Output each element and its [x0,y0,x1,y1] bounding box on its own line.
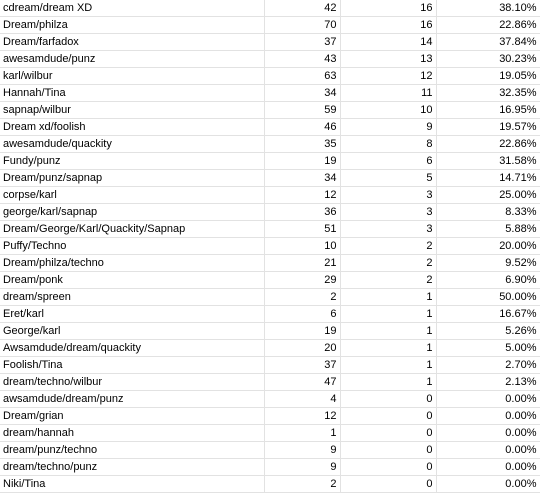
cell-subset-count[interactable]: 2 [340,238,436,255]
cell-pairing-name[interactable]: awsamdude/dream/punz [0,391,264,408]
cell-pairing-name[interactable]: Dream/George/Karl/Quackity/Sapnap [0,221,264,238]
table-row [0,323,540,340]
cell-total-count[interactable]: 51 [264,221,340,238]
table-row [0,255,540,272]
cell-pairing-name[interactable]: Dream/ponk [0,272,264,289]
cell-pairing-name[interactable]: awesamdude/punz [0,51,264,68]
table-row [0,17,540,34]
cell-pairing-name[interactable]: cdream/dream XD [0,0,264,17]
cell-pairing-name[interactable]: corpse/karl [0,187,264,204]
cell-percentage[interactable]: 22.86% [436,136,540,153]
table-row [0,459,540,476]
cell-percentage[interactable]: 38.10% [436,0,540,17]
cell-percentage[interactable]: 0.00% [436,425,540,442]
cell-total-count[interactable]: 35 [264,136,340,153]
table-row [0,306,540,323]
cell-pairing-name[interactable]: Awsamdude/dream/quackity [0,340,264,357]
cell-pairing-name[interactable]: dream/techno/punz [0,459,264,476]
cell-subset-count[interactable]: 1 [340,323,436,340]
cell-subset-count[interactable]: 16 [340,17,436,34]
cell-pairing-name[interactable]: dream/spreen [0,289,264,306]
cell-total-count[interactable]: 59 [264,102,340,119]
cell-total-count[interactable]: 46 [264,119,340,136]
cell-pairing-name[interactable]: Eret/karl [0,306,264,323]
cell-total-count[interactable]: 34 [264,85,340,102]
cell-total-count[interactable]: 29 [264,272,340,289]
cell-total-count[interactable]: 20 [264,340,340,357]
table-row [0,442,540,459]
cell-total-count[interactable]: 10 [264,238,340,255]
cell-pairing-name[interactable]: karl/wilbur [0,68,264,85]
cell-percentage[interactable]: 32.35% [436,85,540,102]
table-row [0,187,540,204]
cell-pairing-name[interactable]: Foolish/Tina [0,357,264,374]
cell-total-count[interactable]: 47 [264,374,340,391]
table-row [0,340,540,357]
cell-total-count[interactable]: 9 [264,459,340,476]
cell-pairing-name[interactable]: Dream/philza/techno [0,255,264,272]
cell-subset-count[interactable]: 14 [340,34,436,51]
cell-percentage[interactable]: 0.00% [436,408,540,425]
table-row [0,425,540,442]
cell-subset-count[interactable]: 5 [340,170,436,187]
table-row [0,408,540,425]
cell-percentage[interactable]: 0.00% [436,391,540,408]
cell-percentage[interactable]: 16.67% [436,306,540,323]
cell-subset-count[interactable]: 0 [340,425,436,442]
cell-total-count[interactable]: 70 [264,17,340,34]
cell-total-count[interactable]: 2 [264,289,340,306]
cell-total-count[interactable]: 43 [264,51,340,68]
cell-subset-count[interactable]: 3 [340,204,436,221]
cell-percentage[interactable]: 25.00% [436,187,540,204]
cell-percentage[interactable]: 2.70% [436,357,540,374]
cell-subset-count[interactable]: 8 [340,136,436,153]
table-row [0,51,540,68]
cell-subset-count[interactable]: 0 [340,391,436,408]
cell-total-count[interactable]: 36 [264,204,340,221]
table-row [0,102,540,119]
cell-subset-count[interactable]: 1 [340,357,436,374]
cell-total-count[interactable]: 19 [264,323,340,340]
cell-total-count[interactable]: 42 [264,0,340,17]
cell-percentage[interactable]: 5.00% [436,340,540,357]
table-row [0,357,540,374]
cell-total-count[interactable]: 19 [264,153,340,170]
cell-subset-count[interactable]: 13 [340,51,436,68]
table-row [0,34,540,51]
cell-percentage[interactable]: 19.05% [436,68,540,85]
cell-total-count[interactable]: 34 [264,170,340,187]
cell-percentage[interactable]: 6.90% [436,272,540,289]
cell-pairing-name[interactable]: Dream xd/foolish [0,119,264,136]
cell-percentage[interactable]: 37.84% [436,34,540,51]
cell-pairing-name[interactable]: dream/punz/techno [0,442,264,459]
cell-total-count[interactable]: 21 [264,255,340,272]
cell-subset-count[interactable]: 10 [340,102,436,119]
cell-pairing-name[interactable]: dream/hannah [0,425,264,442]
cell-percentage[interactable]: 14.71% [436,170,540,187]
cell-percentage[interactable]: 9.52% [436,255,540,272]
cell-subset-count[interactable]: 3 [340,221,436,238]
cell-percentage[interactable]: 0.00% [436,459,540,476]
table-row [0,391,540,408]
cell-pairing-name[interactable]: George/karl [0,323,264,340]
cell-percentage[interactable]: 22.86% [436,17,540,34]
cell-subset-count[interactable]: 12 [340,68,436,85]
table-row [0,374,540,391]
cell-subset-count[interactable]: 16 [340,0,436,17]
cell-total-count[interactable]: 2 [264,476,340,493]
cell-subset-count[interactable]: 0 [340,408,436,425]
cell-pairing-name[interactable]: sapnap/wilbur [0,102,264,119]
cell-total-count[interactable]: 6 [264,306,340,323]
cell-percentage[interactable]: 5.88% [436,221,540,238]
cell-subset-count[interactable]: 1 [340,340,436,357]
cell-pairing-name[interactable]: george/karl/sapnap [0,204,264,221]
cell-percentage[interactable]: 2.13% [436,374,540,391]
cell-subset-count[interactable]: 0 [340,459,436,476]
cell-pairing-name[interactable]: Dream/punz/sapnap [0,170,264,187]
cell-pairing-name[interactable]: Puffy/Techno [0,238,264,255]
cell-pairing-name[interactable]: Hannah/Tina [0,85,264,102]
cell-subset-count[interactable]: 6 [340,153,436,170]
cell-subset-count[interactable]: 1 [340,306,436,323]
cell-total-count[interactable]: 37 [264,34,340,51]
cell-subset-count[interactable]: 3 [340,187,436,204]
table-row [0,85,540,102]
cell-subset-count[interactable]: 2 [340,272,436,289]
table-row [0,136,540,153]
table-row [0,221,540,238]
cell-pairing-name[interactable]: Dream/grian [0,408,264,425]
table-row [0,204,540,221]
cell-total-count[interactable]: 9 [264,442,340,459]
table-row [0,170,540,187]
table-row [0,476,540,493]
cell-total-count[interactable]: 12 [264,408,340,425]
cell-percentage[interactable]: 0.00% [436,442,540,459]
cell-percentage[interactable]: 8.33% [436,204,540,221]
cell-total-count[interactable]: 4 [264,391,340,408]
cell-pairing-name[interactable]: Dream/farfadox [0,34,264,51]
cell-subset-count[interactable]: 1 [340,289,436,306]
cell-pairing-name[interactable]: Niki/Tina [0,476,264,493]
table-row [0,153,540,170]
cell-subset-count[interactable]: 0 [340,442,436,459]
table-row [0,0,540,17]
cell-subset-count[interactable]: 9 [340,119,436,136]
cell-percentage[interactable]: 31.58% [436,153,540,170]
cell-pairing-name[interactable]: Fundy/punz [0,153,264,170]
cell-total-count[interactable]: 63 [264,68,340,85]
cell-pairing-name[interactable]: dream/techno/wilbur [0,374,264,391]
cell-subset-count[interactable]: 2 [340,255,436,272]
table-row [0,272,540,289]
cell-percentage[interactable]: 30.23% [436,51,540,68]
table-row [0,119,540,136]
cell-subset-count[interactable]: 0 [340,476,436,493]
cell-pairing-name[interactable]: Dream/philza [0,17,264,34]
cell-subset-count[interactable]: 1 [340,374,436,391]
cell-total-count[interactable]: 12 [264,187,340,204]
cell-percentage[interactable]: 5.26% [436,323,540,340]
table-row [0,238,540,255]
cell-percentage[interactable]: 19.57% [436,119,540,136]
table-row [0,68,540,85]
cell-percentage[interactable]: 20.00% [436,238,540,255]
cell-pairing-name[interactable]: awesamdude/quackity [0,136,264,153]
cell-subset-count[interactable]: 11 [340,85,436,102]
cell-percentage[interactable]: 50.00% [436,289,540,306]
cell-total-count[interactable]: 1 [264,425,340,442]
table-row [0,289,540,306]
cell-total-count[interactable]: 37 [264,357,340,374]
cell-percentage[interactable]: 0.00% [436,476,540,493]
cell-percentage[interactable]: 16.95% [436,102,540,119]
